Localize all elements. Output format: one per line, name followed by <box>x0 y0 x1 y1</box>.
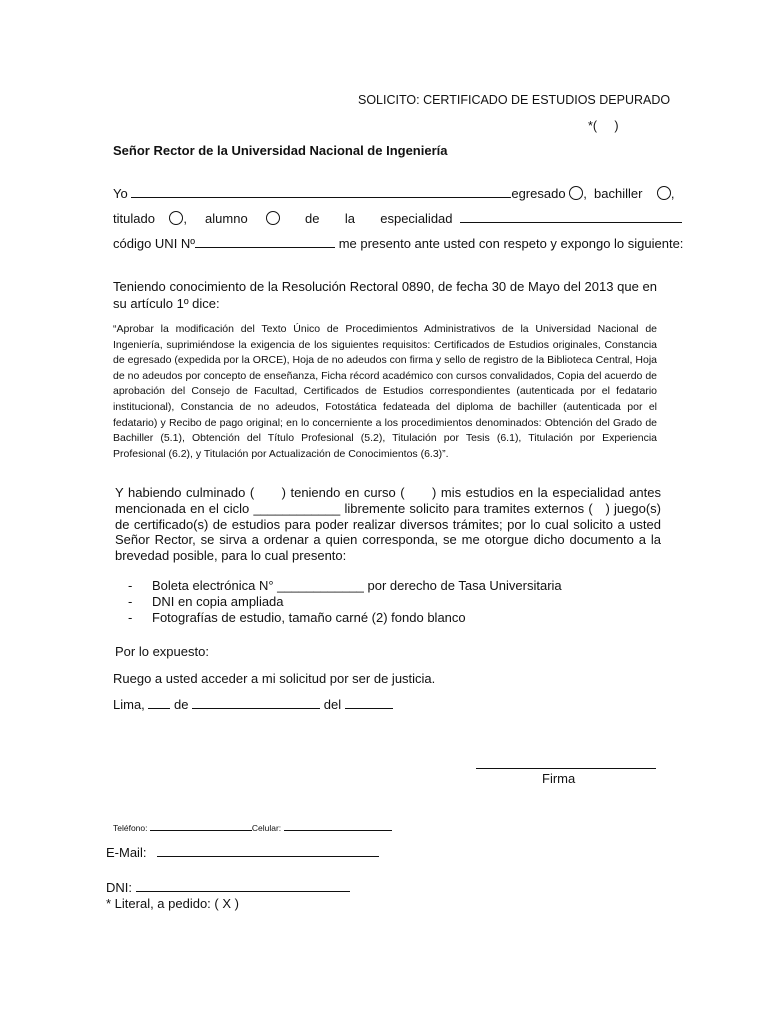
codigo-label: código UNI Nº <box>113 236 196 251</box>
month-field[interactable] <box>192 697 320 709</box>
bachiller-radio[interactable] <box>657 186 671 200</box>
ruego-text: Ruego a usted acceder a mi solicitud por ser de justicia. <box>113 671 436 686</box>
list-item: - Boleta electrónica N° ____________ por derecho de Tasa Universitaria <box>128 578 562 593</box>
dni-field[interactable] <box>136 880 350 892</box>
asterisk-mark: *( ) <box>588 119 619 133</box>
alumno-label: alumno <box>205 211 248 226</box>
yo-label: Yo <box>113 186 128 201</box>
alumno-radio[interactable] <box>266 211 280 225</box>
date-de-label: de <box>174 697 189 712</box>
celular-label: Celular: <box>251 823 282 833</box>
la-label: la <box>344 211 355 226</box>
dni-row <box>106 880 350 895</box>
lima-label: Lima, <box>113 697 145 712</box>
especialidad-label: especialidad <box>380 211 453 226</box>
year-field[interactable] <box>345 697 393 709</box>
list-item: - Fotografías de estudio, tamaño carné (2) fondo blanco <box>128 610 466 625</box>
celular-field[interactable] <box>284 822 392 831</box>
codigo-field[interactable] <box>195 236 335 248</box>
date-line <box>113 697 393 712</box>
request-paragraph: Y habiendo culminado ( ) teniendo en curso ( ) mis estudios en la especialidad antes mencionada en el ciclo ____________ libremente solicito para tramites externos ( ) juego(s) de certificado(s) de estudios para poder realizar diversos trámites; por lo cual solicito a usted Señor Rector, se sirva a ordenar a quien corresponda, se me otorgue dicho documento a la brevedad posible, para lo cual presento: <box>115 485 665 564</box>
identity-row-3 <box>113 236 683 251</box>
por-lo-expuesto: Por lo expuesto: <box>115 644 209 659</box>
dni-label: DNI: <box>106 880 132 895</box>
email-row <box>106 845 379 860</box>
signature-label: Firma <box>542 771 576 786</box>
especialidad-field[interactable] <box>460 211 682 223</box>
intro-paragraph: Teniendo conocimiento de la Resolución Rectoral 0890, de fecha 30 de Mayo del 2013 que en su artículo 1º dice: <box>113 279 657 311</box>
addressee: Señor Rector de la Universidad Nacional de Ingeniería <box>113 143 448 158</box>
requirements-list <box>128 578 562 626</box>
resolution-quote: “Aprobar la modificación del Texto Único de Procedimientos Administrativos de la Universidad Nacional de Ingeniería, suprimiéndose la exigencia de los siguientes requisitos: Certificados de Estudios originales, Constancia de egresado (expedida por la ORCE), Hoja de no adeudos con firma y sello de registro de la Biblioteca Central, Hoja de no adeudos por concepto de enseñanza, Ficha récord académico con cursos convalidados, Copia del acuerdo de aprobación del Consejo de Facultad, Certificados de Estudios correspondientes (autenticada por el fedatario institucional), Constancia de no adeudos, Fotostática fedateada del diploma de bachiller (autenticada por el fedatario) y Recibo de pago original; en lo concerniente a los procedimientos denominados: Obtención del Grado de Bachiller (5.1), Obtención del Título Profesional (5.2), Titulación por Tesis (6.1), Titulación por Experiencia Profesional (6.2), y Titulación por Actualización de Conocimientos (6.3)”. <box>113 323 657 460</box>
day-field[interactable] <box>148 697 170 709</box>
telefono-field[interactable] <box>150 822 252 831</box>
egresado-radio[interactable] <box>569 186 583 200</box>
email-field[interactable] <box>157 845 379 857</box>
phone-row <box>113 822 392 833</box>
identity-row-2: titulado , alumno de la especialidad <box>113 211 682 226</box>
list-item: - DNI en copia ampliada <box>128 594 284 609</box>
egresado-label: egresado <box>511 186 566 201</box>
titulado-radio[interactable] <box>169 211 183 225</box>
de-label: de <box>305 211 320 226</box>
identity-row-1: Yo egresado , bachiller , <box>113 186 675 201</box>
titulado-label: titulado <box>113 211 155 226</box>
signature-line[interactable] <box>476 768 656 769</box>
email-label: E-Mail: <box>106 845 147 860</box>
telefono-label: Teléfono: <box>113 823 148 833</box>
name-field[interactable] <box>131 186 511 198</box>
presento-text: me presento ante usted con respeto y expongo lo siguiente: <box>338 236 684 251</box>
document-title: SOLICITO: CERTIFICADO DE ESTUDIOS DEPURADO <box>358 93 671 107</box>
date-del-label: del <box>323 697 342 712</box>
bachiller-label: bachiller <box>594 186 643 201</box>
literal-note: * Literal, a pedido: ( X ) <box>106 896 239 911</box>
